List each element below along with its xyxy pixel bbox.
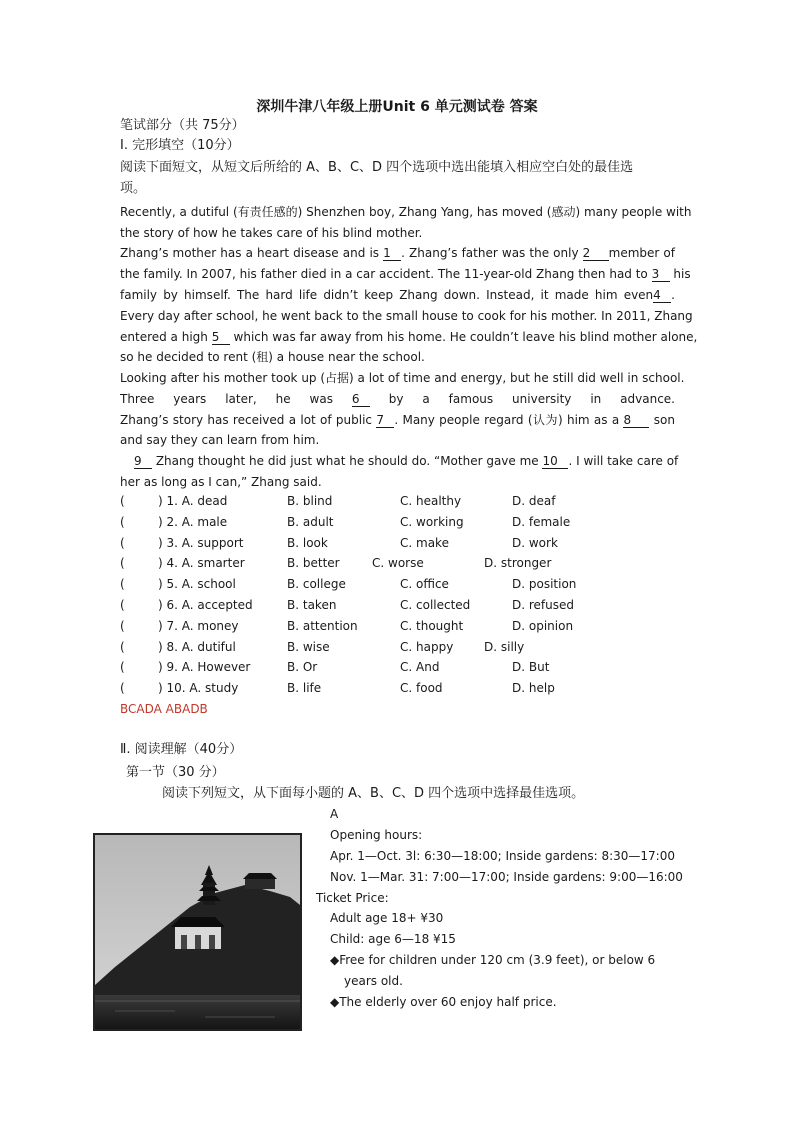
answer-paren: ( <box>120 535 125 550</box>
passage-line <box>120 287 675 303</box>
option-c: C. food <box>400 681 443 696</box>
answer-paren: ( <box>120 660 125 675</box>
section1-instruction: 阅读下面短文，从短文后所给的 A、B、C、D 四个选项中选出能填入相应空白处的最佳选 <box>120 160 634 175</box>
option-c: C. worse <box>372 556 424 571</box>
blank-number: 5 <box>212 331 230 345</box>
ticket-free-note: ◆Free for children under 120 cm (3.9 feet), or below 6 <box>330 953 656 967</box>
option-c: C. thought <box>400 618 464 633</box>
section1-heading: Ⅰ. 完形填空（10分） <box>120 138 240 153</box>
passage-text: by a famous university in advance. <box>369 392 675 406</box>
answer-paren: ( <box>120 681 125 696</box>
blank-number: 8 <box>623 414 649 428</box>
option-d: D. silly <box>484 639 525 654</box>
option-a: ) 10. A. study <box>158 681 239 696</box>
pagoda-landscape-photo <box>93 833 302 1031</box>
opening-hours-winter: Nov. 1—Mar. 31: 7:00—17:00; Inside gardens: 9:00—16:00 <box>330 870 683 884</box>
option-d: D. opinion <box>512 618 574 633</box>
blank-number: 3 <box>652 268 670 282</box>
passage-text: the family. In 2007, his father died in a car accident. The 11-year-old Zhang then had to <box>120 267 652 281</box>
section2-instruction: 阅读下列短文，从下面每小题的 A、B、C、D 四个选项中选择最佳选项。 <box>162 786 585 801</box>
question-row <box>120 619 680 635</box>
passage-text: member of <box>608 246 675 260</box>
question-row <box>120 577 680 593</box>
answer-paren: ( <box>120 556 125 571</box>
passage-line <box>120 453 679 469</box>
option-d: D. stronger <box>484 556 552 571</box>
passage-text: . Zhang’s father was the only <box>401 246 583 260</box>
option-a: ) 8. A. dutiful <box>158 639 236 654</box>
option-a: ) 5. A. school <box>158 577 236 592</box>
option-d: D. deaf <box>512 494 556 508</box>
option-c: C. working <box>400 514 464 529</box>
option-d: D. refused <box>512 598 575 612</box>
opening-hours-summer: Apr. 1—Oct. 3l: 6:30—18:00; Inside gardens: 8:30—17:00 <box>330 849 675 863</box>
ticket-elderly-note: ◆The elderly over 60 enjoy half price. <box>330 995 557 1009</box>
blank-number: 7 <box>376 414 394 428</box>
option-b: B. wise <box>287 639 330 654</box>
option-a: ) 4. A. smarter <box>158 556 245 571</box>
blank-number: 4 <box>653 289 671 303</box>
option-c: C. make <box>400 535 449 550</box>
passage-line: so he decided to rent (租) a house near the school. <box>120 350 425 364</box>
option-d: D. work <box>512 535 558 550</box>
answer-paren: ( <box>120 577 125 592</box>
ticket-free-note-cont: years old. <box>344 974 403 988</box>
option-a: ) 1. A. dead <box>158 494 228 508</box>
blank-number: 2 <box>583 247 609 261</box>
passage-line: Recently, a dutiful (有责任感的) Shenzhen boy, Zhang Yang, has moved (感动) many people with <box>120 205 692 219</box>
option-b: B. Or <box>287 660 318 675</box>
option-d: D. female <box>512 514 571 529</box>
passage-line <box>120 329 698 345</box>
passage-text: son <box>649 413 675 427</box>
option-d: D. position <box>512 577 577 592</box>
blank-number: 6 <box>352 393 370 407</box>
option-b: B. look <box>287 535 328 550</box>
passage-text: family by himself. The hard life didn’t keep Zhang down. Instead, it made him even <box>120 288 654 302</box>
passage-text: . Many people regard (认为) him as a <box>394 413 624 427</box>
passage-a-label: A <box>330 807 339 821</box>
blank-number: 10 <box>542 455 568 469</box>
option-b: B. attention <box>287 618 358 633</box>
passage-line <box>120 245 675 261</box>
answer-key: BCADA ABADB <box>120 702 208 716</box>
option-a: ) 3. A. support <box>158 535 244 550</box>
option-c: C. office <box>400 577 449 592</box>
passage-line: and say they can learn from him. <box>120 433 320 447</box>
question-row <box>120 556 680 572</box>
option-d: D. help <box>512 681 555 696</box>
passage-text: . <box>671 288 675 302</box>
answer-paren: ( <box>120 598 125 612</box>
passage-text: entered a high <box>120 330 212 344</box>
option-c: C. collected <box>400 598 471 612</box>
blank-number: 1 <box>383 247 401 261</box>
section2-heading: Ⅱ. 阅读理解（40分） <box>120 742 243 757</box>
ticket-price-label: Ticket Price: <box>316 891 389 905</box>
photo-image <box>95 835 300 1029</box>
answer-paren: ( <box>120 618 125 633</box>
question-row <box>120 536 680 552</box>
passage-text: Three years later, he was <box>120 392 352 406</box>
passage-line: Looking after his mother took up (占据) a lot of time and energy, but he still did well in school. <box>120 371 685 385</box>
section1-instruction-cont: 项。 <box>120 181 147 196</box>
option-a: ) 6. A. accepted <box>158 598 253 612</box>
ticket-child: Child: age 6—18 ¥15 <box>330 932 456 946</box>
answer-paren: ( <box>120 639 125 654</box>
passage-text: Zhang thought he did just what he should do. “Mother gave me <box>152 454 543 468</box>
option-a: ) 9. A. However <box>158 660 251 675</box>
passage-line <box>120 266 691 282</box>
question-row <box>120 660 680 676</box>
page-title: 深圳牛津八年级上册Unit 6 单元测试卷 答案 <box>256 99 538 115</box>
option-b: B. college <box>287 577 346 592</box>
option-d: D. But <box>512 660 550 675</box>
passage-text: . I will take care of <box>568 454 679 468</box>
option-a: ) 7. A. money <box>158 618 239 633</box>
option-c: C. And <box>400 660 440 675</box>
option-c: C. healthy <box>400 494 462 508</box>
passage-line: the story of how he takes care of his blind mother. <box>120 226 423 240</box>
passage-text: Zhang’s story has received a lot of public <box>120 413 377 427</box>
option-c: C. happy <box>400 639 454 654</box>
answer-paren: ( <box>120 514 125 529</box>
passage-line <box>120 412 675 428</box>
opening-hours-label: Opening hours: <box>330 828 423 842</box>
option-b: B. taken <box>287 598 337 612</box>
option-b: B. life <box>287 681 322 696</box>
passage-line: her as long as I can,” Zhang said. <box>120 475 322 489</box>
written-part-heading: 笔试部分（共 75分） <box>120 118 245 133</box>
question-row <box>120 681 680 697</box>
passage-line: Every day after school, he went back to the small house to cook for his mother. In 2011, Zhang <box>120 309 693 323</box>
passage-text: his <box>669 267 691 281</box>
question-row <box>120 598 680 614</box>
option-b: B. better <box>287 556 340 571</box>
question-row <box>120 494 680 510</box>
answer-paren: ( <box>120 494 125 508</box>
option-b: B. blind <box>287 494 333 508</box>
question-row <box>120 640 680 656</box>
section2-subheading: 第一节（30 分） <box>126 765 225 780</box>
passage-line <box>120 391 675 407</box>
passage-text: Zhang’s mother has a heart disease and is <box>120 246 384 260</box>
option-a: ) 2. A. male <box>158 514 228 529</box>
passage-text: which was far away from his home. He couldn’t leave his blind mother alone, <box>229 330 698 344</box>
blank-number: 9 <box>134 455 152 469</box>
option-b: B. adult <box>287 514 334 529</box>
question-row <box>120 515 680 531</box>
ticket-adult: Adult age 18+ ¥30 <box>330 911 444 925</box>
